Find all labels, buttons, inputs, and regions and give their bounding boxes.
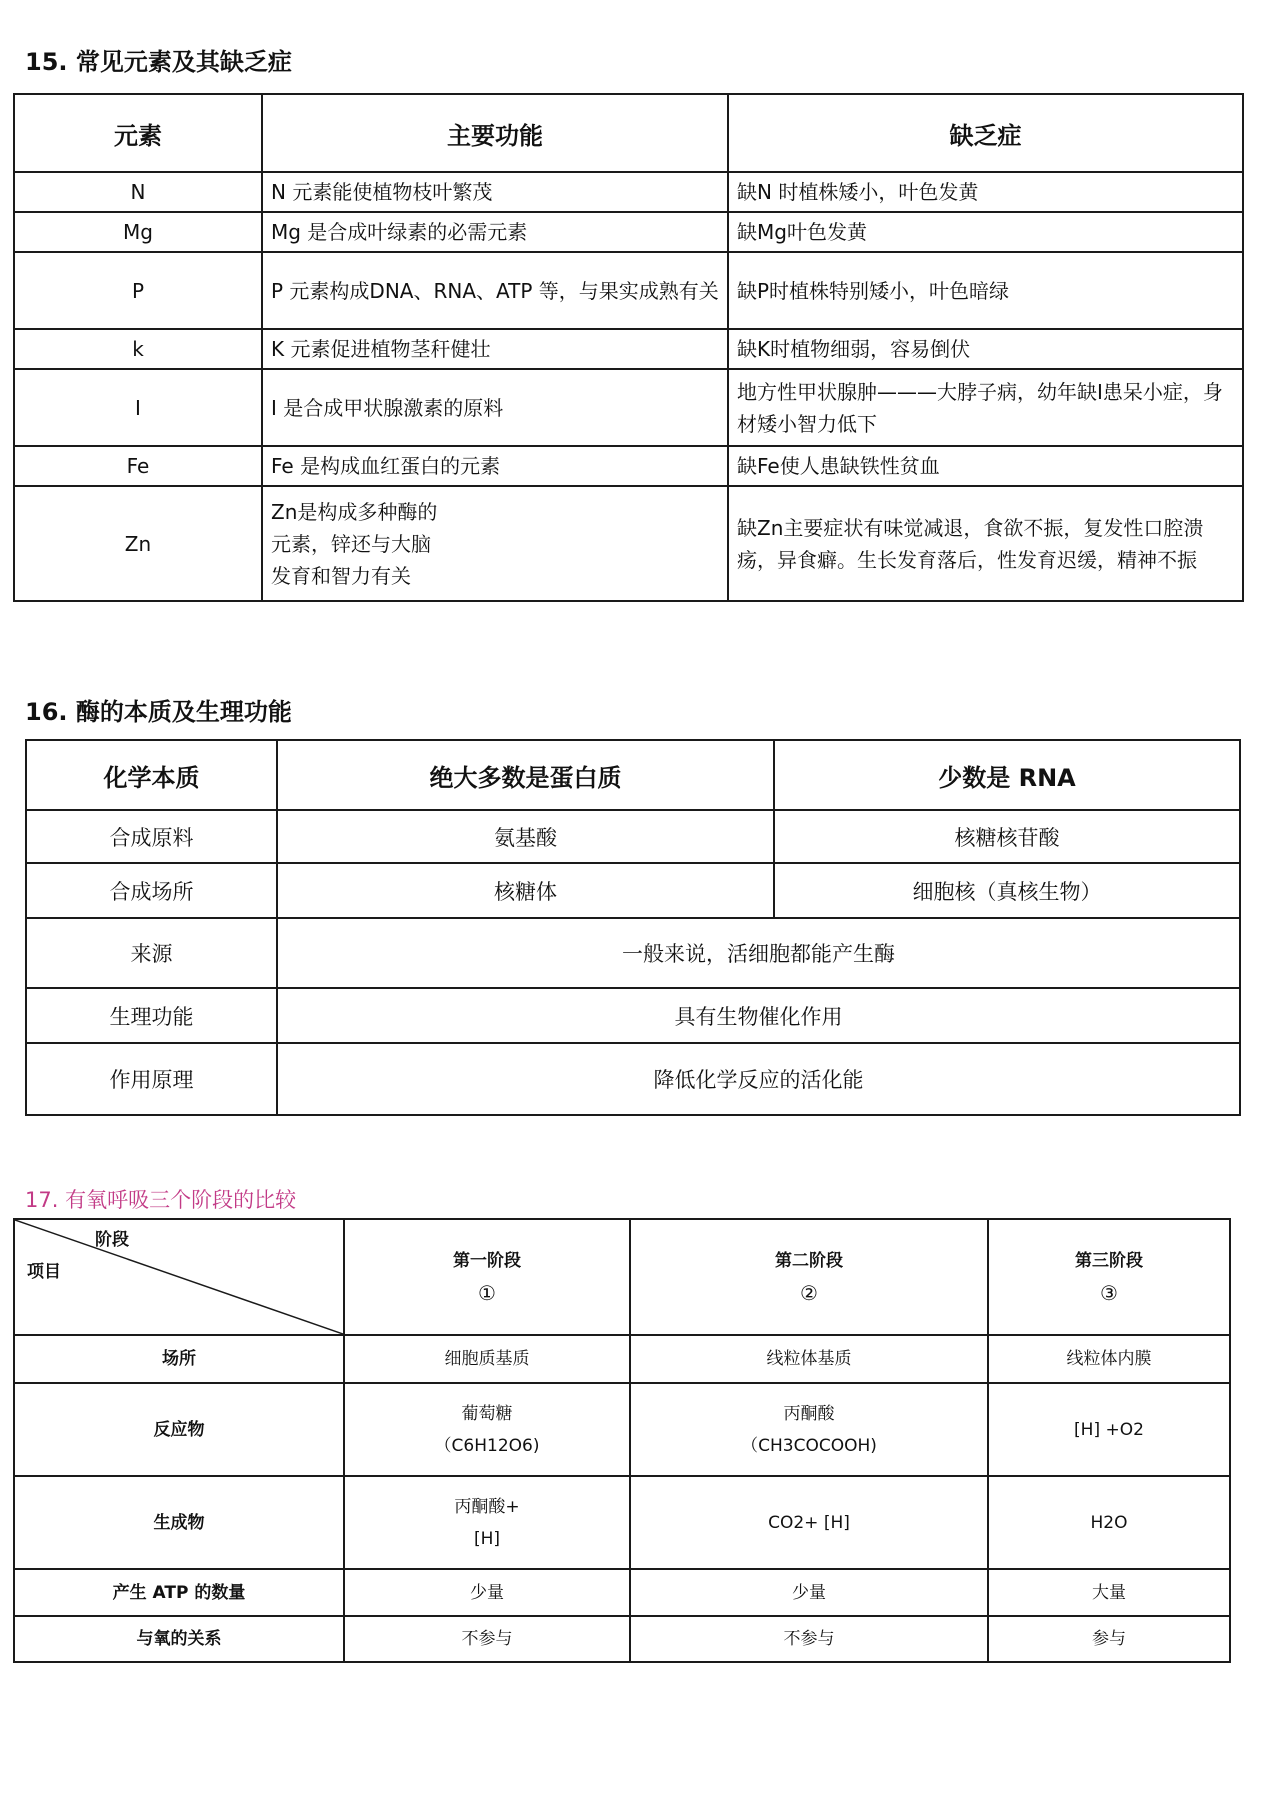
row-label: 合成场所 — [26, 863, 277, 918]
function-cell: I 是合成甲状腺激素的原料 — [262, 369, 728, 446]
function-cell: Fe 是构成血红蛋白的元素 — [262, 446, 728, 486]
table-row — [26, 810, 1240, 863]
header-protein: 绝大多数是蛋白质 — [277, 740, 774, 810]
row-label: 作用原理 — [26, 1043, 277, 1115]
function-cell: N 元素能使植物枝叶繁茂 — [262, 172, 728, 212]
respiration-table — [13, 1218, 1231, 1663]
row-label: 生理功能 — [26, 988, 277, 1043]
corner-stage-label: 阶段 — [95, 1230, 129, 1250]
cell-line: CO2+ [H] — [768, 1512, 850, 1533]
table-row — [14, 212, 1243, 252]
header-deficiency: 缺乏症 — [728, 94, 1243, 172]
cell-line: 葡萄糖 — [461, 1403, 513, 1424]
table-header-row — [14, 94, 1243, 172]
table-cell — [630, 1476, 988, 1569]
stage-number: ③ — [1100, 1281, 1118, 1305]
deficiency-cell: 缺Mg叶色发黄 — [728, 212, 1243, 252]
row-label: 与氧的关系 — [14, 1616, 344, 1662]
header-function: 主要功能 — [262, 94, 728, 172]
stage-number: ② — [800, 1281, 818, 1305]
table-cell: 参与 — [988, 1616, 1230, 1662]
table-cell: 一般来说，活细胞都能产生酶 — [277, 918, 1240, 988]
table-row — [14, 172, 1243, 212]
header-rna: 少数是 RNA — [774, 740, 1240, 810]
corner-cell — [14, 1219, 344, 1335]
deficiency-cell: 缺K时植物细弱，容易倒伏 — [728, 329, 1243, 369]
table-cell — [344, 1476, 630, 1569]
stage-name: 第三阶段 — [1075, 1251, 1143, 1271]
table-row — [26, 918, 1240, 988]
table-row — [14, 486, 1243, 601]
element-cell: Fe — [14, 446, 262, 486]
row-label: 场所 — [14, 1335, 344, 1383]
stage-name: 第一阶段 — [453, 1251, 521, 1271]
table-cell: 不参与 — [630, 1616, 988, 1662]
element-cell: k — [14, 329, 262, 369]
table-row — [26, 1043, 1240, 1115]
header-element: 元素 — [14, 94, 262, 172]
stage-header — [988, 1219, 1230, 1335]
table-cell: 核糖体 — [277, 863, 774, 918]
element-cell: P — [14, 252, 262, 329]
stage-number: ① — [478, 1281, 496, 1305]
deficiency-cell: 地方性甲状腺肿———大脖子病，幼年缺I患呆小症，身材矮小智力低下 — [728, 369, 1243, 446]
row-label: 反应物 — [14, 1383, 344, 1476]
element-cell: I — [14, 369, 262, 446]
elements-deficiency-table — [13, 93, 1244, 602]
table-cell — [630, 1383, 988, 1476]
deficiency-cell: 缺Zn主要症状有味觉减退，食欲不振，复发性口腔溃疡，异食癖。生长发育落后，性发育迟缓，精神不振 — [728, 486, 1243, 601]
deficiency-cell: 缺Fe使人患缺铁性贫血 — [728, 446, 1243, 486]
table-row — [14, 1569, 1230, 1616]
row-label: 产生 ATP 的数量 — [14, 1569, 344, 1616]
cell-line: [H] +O2 — [1074, 1419, 1144, 1440]
cell-line: 丙酮酸+ — [454, 1496, 520, 1517]
section-16-title: 16. 酶的本质及生理功能 — [25, 698, 292, 726]
table-cell: 氨基酸 — [277, 810, 774, 863]
table-cell: 降低化学反应的活化能 — [277, 1043, 1240, 1115]
table-cell: 具有生物催化作用 — [277, 988, 1240, 1043]
section-17-title: 17. 有氧呼吸三个阶段的比较 — [25, 1188, 297, 1212]
stage-name: 第二阶段 — [775, 1251, 843, 1271]
table-row — [14, 1616, 1230, 1662]
element-cell: Zn — [14, 486, 262, 601]
cell-line: （CH3COCOOH) — [741, 1435, 877, 1456]
table-cell: 大量 — [988, 1569, 1230, 1616]
function-cell: Mg 是合成叶绿素的必需元素 — [262, 212, 728, 252]
table-cell: 核糖核苷酸 — [774, 810, 1240, 863]
table-cell: 不参与 — [344, 1616, 630, 1662]
function-cell: K 元素促进植物茎秆健壮 — [262, 329, 728, 369]
row-label: 合成原料 — [26, 810, 277, 863]
function-cell: P 元素构成DNA、RNA、ATP 等，与果实成熟有关 — [262, 252, 728, 329]
table-row — [14, 329, 1243, 369]
table-cell — [988, 1476, 1230, 1569]
diagonal-line — [15, 1220, 343, 1334]
cell-line: H2O — [1090, 1512, 1128, 1533]
section-15-title: 15. 常见元素及其缺乏症 — [25, 48, 292, 76]
table-cell: 少量 — [344, 1569, 630, 1616]
table-row — [14, 252, 1243, 329]
enzyme-table — [25, 739, 1241, 1116]
table-cell: 细胞核（真核生物） — [774, 863, 1240, 918]
corner-item-label: 项目 — [27, 1262, 61, 1282]
row-label: 生成物 — [14, 1476, 344, 1569]
table-row — [14, 1335, 1230, 1383]
table-cell: 线粒体内膜 — [988, 1335, 1230, 1383]
table-row — [14, 1383, 1230, 1476]
table-cell: 细胞质基质 — [344, 1335, 630, 1383]
cell-line: [H] — [473, 1528, 501, 1549]
table-row — [26, 988, 1240, 1043]
table-row — [14, 446, 1243, 486]
function-cell: Zn是构成多种酶的 元素，锌还与大脑 发育和智力有关 — [262, 486, 728, 601]
row-label: 来源 — [26, 918, 277, 988]
table-row — [14, 1219, 1230, 1335]
table-row — [14, 369, 1243, 446]
table-row — [26, 863, 1240, 918]
row-label: 化学本质 — [26, 740, 277, 810]
table-cell — [988, 1383, 1230, 1476]
element-cell: Mg — [14, 212, 262, 252]
deficiency-cell: 缺N 时植株矮小，叶色发黄 — [728, 172, 1243, 212]
stage-header — [630, 1219, 988, 1335]
table-cell: 线粒体基质 — [630, 1335, 988, 1383]
table-row — [14, 1476, 1230, 1569]
element-cell: N — [14, 172, 262, 212]
table-cell — [344, 1383, 630, 1476]
table-cell: 少量 — [630, 1569, 988, 1616]
deficiency-cell: 缺P时植株特别矮小，叶色暗绿 — [728, 252, 1243, 329]
cell-line: 丙酮酸 — [783, 1403, 835, 1424]
stage-header — [344, 1219, 630, 1335]
table-row — [26, 740, 1240, 810]
cell-line: （C6H12O6) — [434, 1435, 540, 1456]
